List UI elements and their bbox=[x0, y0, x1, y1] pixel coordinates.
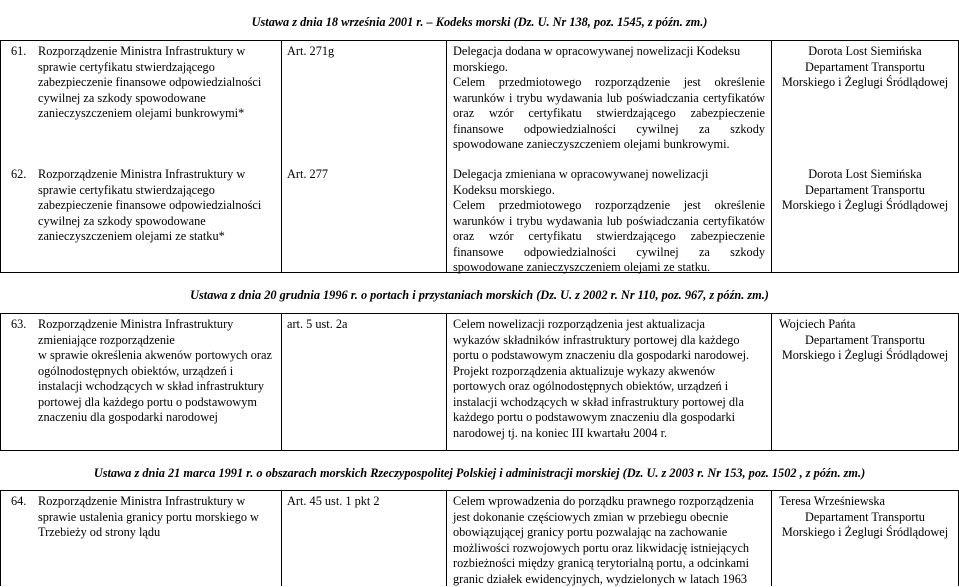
section-header: Ustawa z dnia 18 września 2001 r. – Kodeks morski (Dz. U. Nr 138, poz. 1545, z późn. zm.) bbox=[251, 15, 708, 29]
responsible-person: Wojciech Pańta bbox=[779, 317, 856, 331]
regulation-title: Rozporządzenie Ministra Infrastruktury w sprawie ustalenia granicy portu morskiego w Trzebieży od strony lądu bbox=[38, 494, 259, 539]
responsible-department: Departament Transportu Morskiego i Żeglugi Śródlądowej bbox=[781, 332, 949, 362]
responsible-department: Departament Transportu Morskiego i Żeglugi Śródlądowej bbox=[781, 509, 949, 539]
justification-text: Celem przedmiotowego rozporządzenie jest określenie warunków i trybu wydawania lub poświadczania certyfikatów oraz wzór certyfikatu stwierdzającego zabezpieczenie finansowe odpowiedzialności cywilnej za szkody spowodowane zanieczyszczeniem olejami ze statku. bbox=[453, 198, 765, 274]
rule bbox=[0, 313, 1, 451]
rule bbox=[446, 40, 447, 273]
regulation-title: Rozporządzenie Ministra Infrastruktury zmieniające rozporządzenie w sprawie określenia akwenów portowych oraz ogólnodostępnych obiektów, urządzeń i instalacji wchodzących w skład infrastruktury portowej dla każdego portu o podstawowym znaczeniu dla gospodarki narodowej bbox=[38, 317, 272, 424]
legal-basis: art. 5 ust. 2a bbox=[287, 317, 348, 331]
legal-basis: Art. 45 ust. 1 pkt 2 bbox=[287, 494, 380, 508]
rule bbox=[281, 313, 282, 451]
regulation-title: Rozporządzenie Ministra Infrastruktury w sprawie certyfikatu stwierdzającego zabezpieczenie finansowe odpowiedzialności cywilnej za szkody spowodowane zanieczyszczeniem olejami bunkrowymi* bbox=[38, 44, 262, 120]
responsible-person: Dorota Lost Siemińska bbox=[808, 167, 922, 181]
justification-lead: Delegacja dodana w opracowywanej nowelizacji Kodeksu morskiego. bbox=[453, 44, 741, 74]
rule bbox=[446, 490, 447, 586]
rule bbox=[0, 40, 1, 273]
justification-text: Celem przedmiotowego rozporządzenie jest określenie warunków i trybu wydawania lub poświadczania certyfikatów oraz wzór certyfikatu stwierdzającego zabezpieczenie finansowe odpowiedzialności cywilnej za szkody spowodowane zanieczyszczeniem olejami bunkrowymi. bbox=[453, 75, 765, 151]
responsible-person: Teresa Wrześniewska bbox=[779, 494, 885, 508]
rule bbox=[0, 40, 959, 41]
justification-lead: Delegacja zmieniana w opracowywanej nowelizacji Kodeksu morskiego. bbox=[453, 167, 709, 197]
legal-basis: Art. 277 bbox=[287, 167, 328, 181]
justification-text: Celem nowelizacji rozporządzenia jest aktualizacja wykazów składników infrastruktury portowej dla każdego portu o podstawowym znaczeniu dla gospodarki narodowej. Projekt rozporządzenia aktualizuje wykazy akwenów portowych oraz ogólnodostępnych obiektów, urządzeń i instalacji wchodzących w skład infrastruktury portowej dla każdego portu o podstawowym znaczeniu dla gospodarki narodowej tj. na koniec III kwartału 2004 r. bbox=[453, 317, 750, 440]
row-number: 62. bbox=[11, 167, 27, 181]
responsible-department: Departament Transportu Morskiego i Żeglugi Śródlądowej bbox=[781, 182, 949, 212]
justification-text: Celem wprowadzenia do porządku prawnego rozporządzenia jest dokonanie częściowych zmian w przebiegu obecnie obowiązującej granicy portu pozwalając na zachowanie możliwości rozwojowych portu oraz likwidację istniejących rozbieżności między granicą terytorialną portu, a odcinkami granic działek ewidencyjnych, wydzielonych w latach 1963 bbox=[453, 494, 754, 586]
rule bbox=[0, 490, 959, 491]
rule bbox=[281, 40, 282, 273]
row-number: 61. bbox=[11, 44, 27, 58]
row-number: 64. bbox=[11, 494, 27, 508]
responsible-department: Departament Transportu Morskiego i Żeglugi Śródlądowej bbox=[781, 59, 949, 89]
section-header: Ustawa z dnia 21 marca 1991 r. o obszarach morskich Rzeczypospolitej Polskiej i administracji morskiej (Dz. U. z 2003 r. Nr 153, poz. 1502 , z późn. zm.) bbox=[93, 466, 866, 480]
row-number: 63. bbox=[11, 317, 27, 331]
rule bbox=[281, 490, 282, 586]
rule bbox=[0, 313, 959, 314]
rule bbox=[446, 313, 447, 451]
legal-basis: Art. 271g bbox=[287, 44, 335, 58]
section-header: Ustawa z dnia 20 grudnia 1996 r. o portach i przystaniach morskich (Dz. U. z 2002 r. Nr 110, poz. 967, z późn. zm.) bbox=[190, 288, 769, 302]
regulation-title: Rozporządzenie Ministra Infrastruktury w sprawie certyfikatu stwierdzającego zabezpieczenie finansowe odpowiedzialności cywilnej za szkody spowodowane zanieczyszczeniem olejami ze statku* bbox=[38, 167, 262, 243]
rule bbox=[0, 490, 1, 586]
responsible-person: Dorota Lost Siemińska bbox=[808, 44, 922, 58]
rule bbox=[0, 450, 959, 451]
